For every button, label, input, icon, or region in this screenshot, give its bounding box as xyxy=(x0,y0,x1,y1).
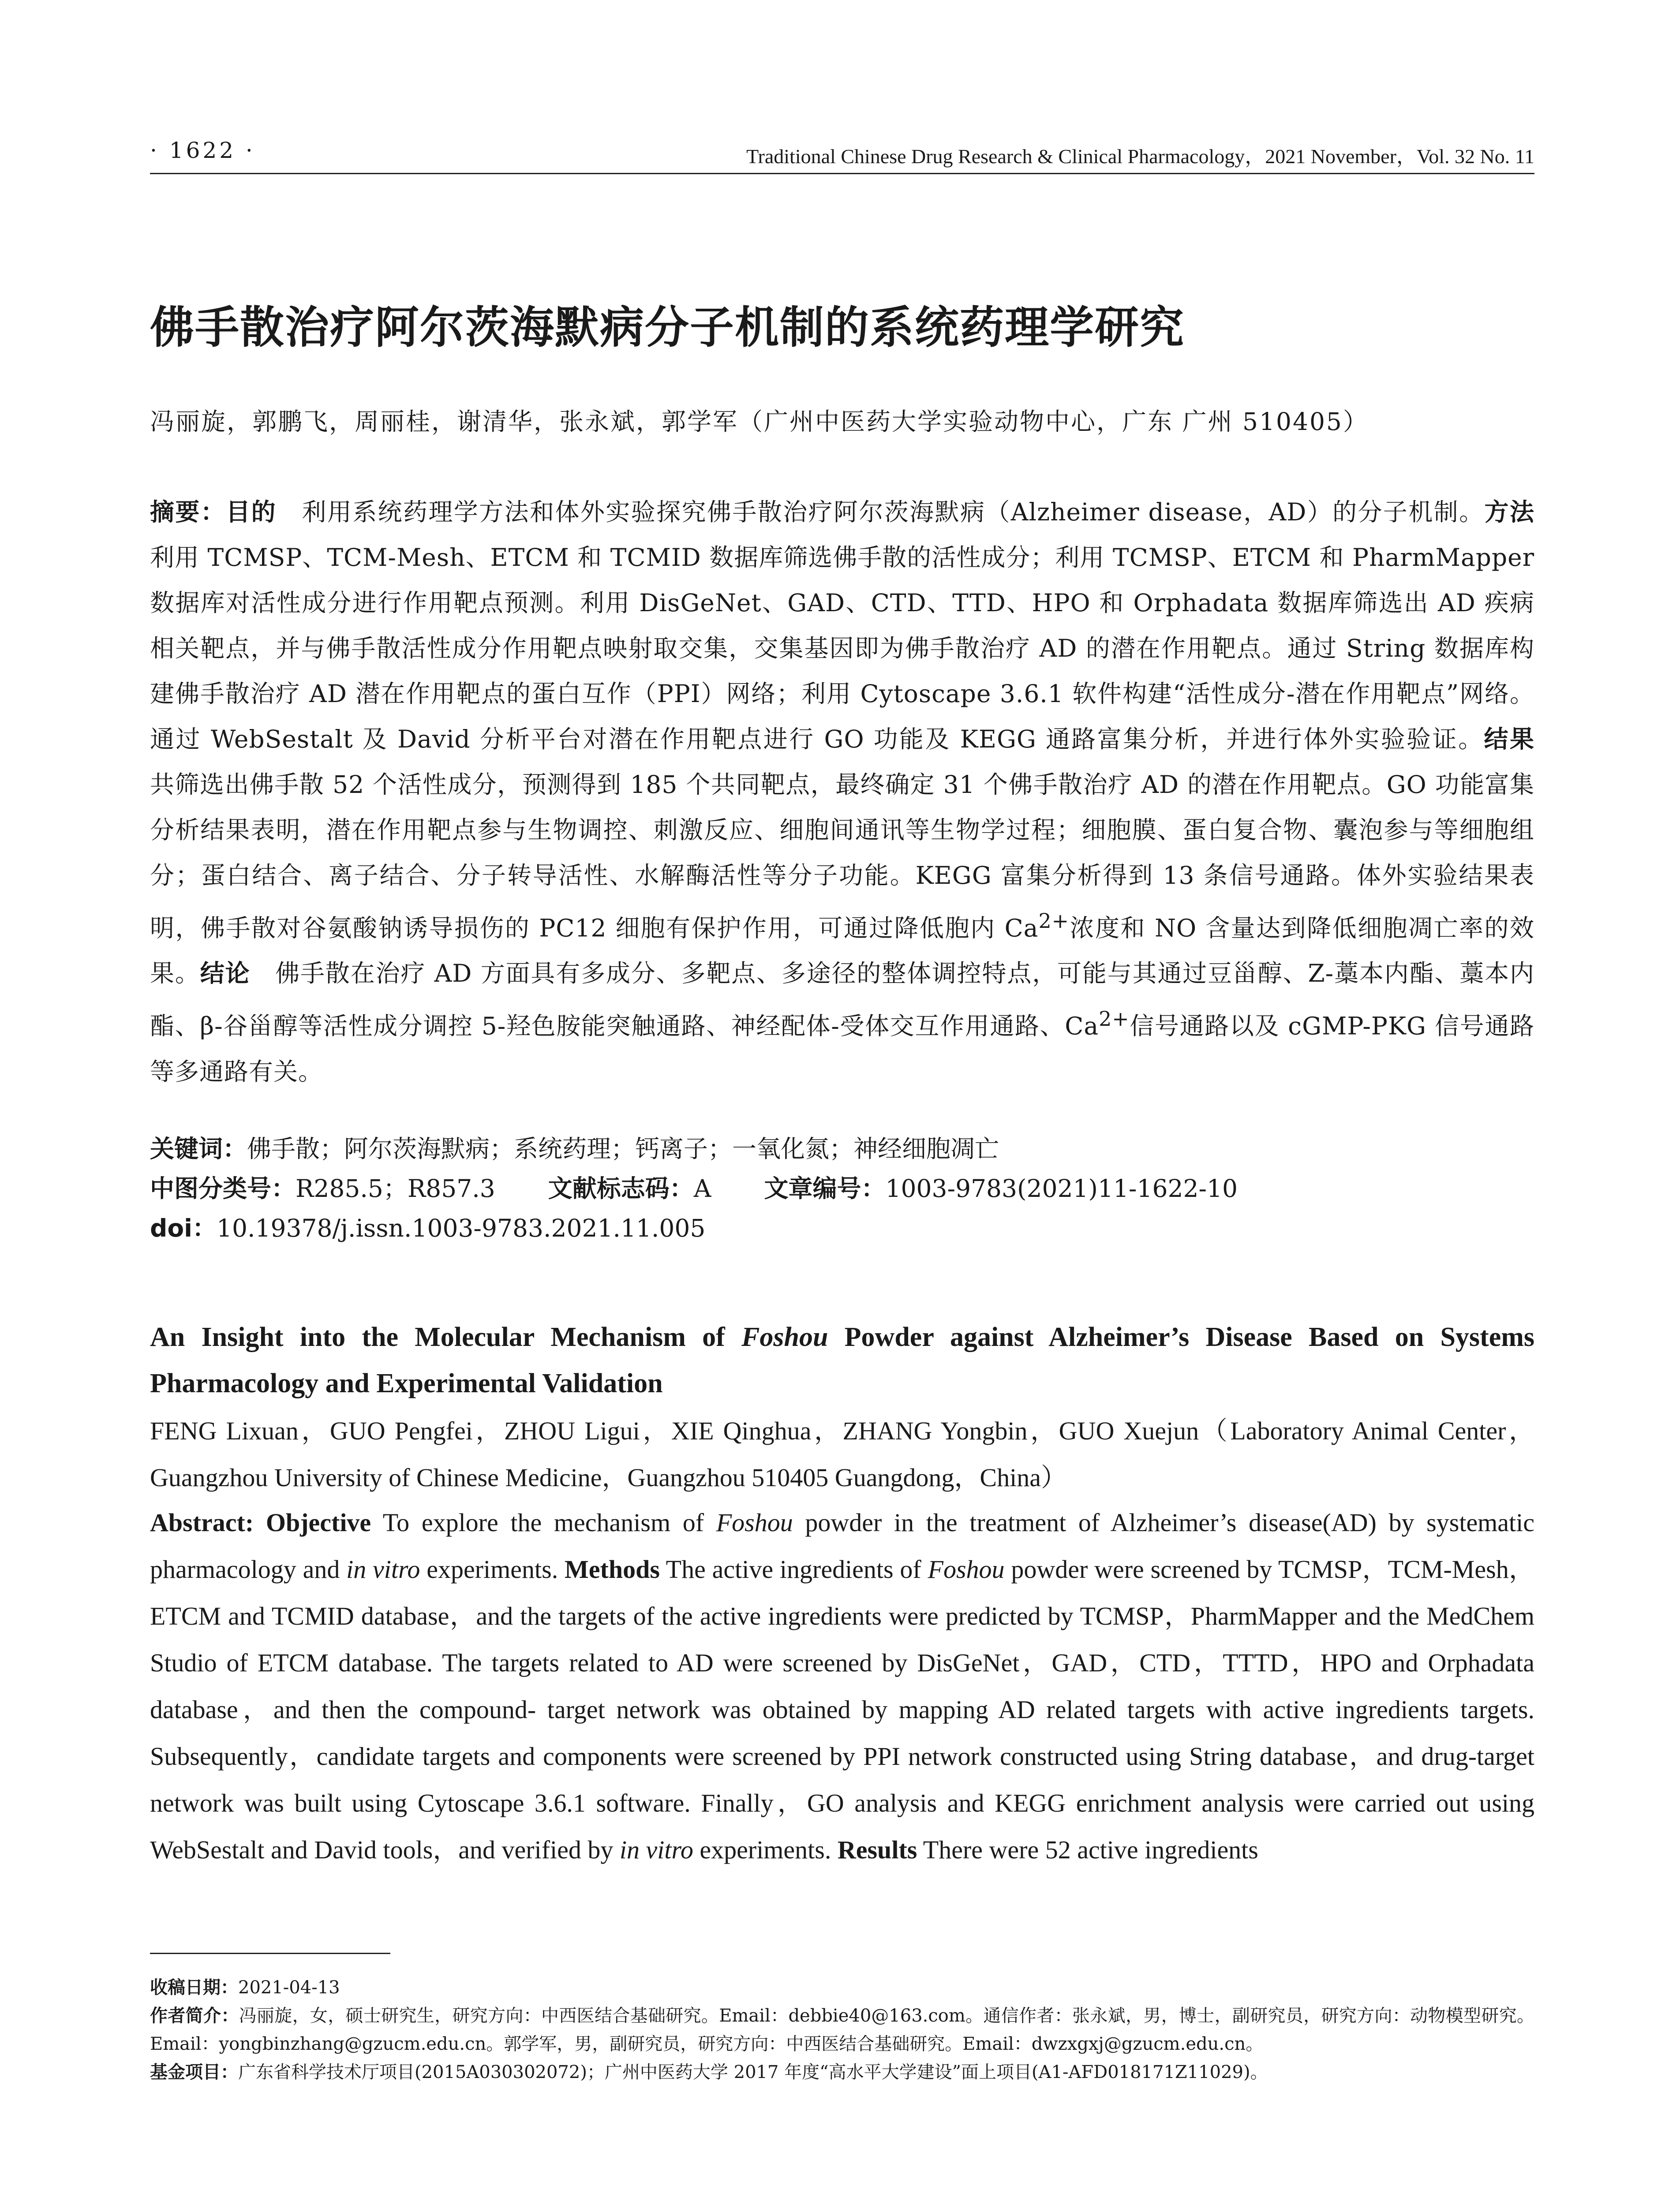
en-results-label: Results xyxy=(837,1835,917,1864)
classification-row xyxy=(150,1169,1534,1208)
objective-label: 目的 xyxy=(226,498,277,526)
conclusion-text: 佛手散在治疗 AD 方面具有多成分、多靶点、多途径的整体调控特点，可能与其通过豆甾醇、Z-藁本内酯、藁本内酯、β-谷甾醇等活性成分调控 5-羟色胺能突触通路、神经配体-受体交互作用通路、Ca xyxy=(150,959,1534,1040)
fund-text: 广东省科学技术厅项目(2015A030302072)；广州中医药大学 2017 年度“高水平大学建设”面上项目(A1-AFD018171Z11029)。 xyxy=(238,2062,1268,2082)
document-code-text: A xyxy=(693,1174,711,1203)
en-objective-text: To explore the mechanism of xyxy=(371,1508,716,1537)
journal-running-header: Traditional Chinese Drug Research & Clinical Pharmacology，2021 November，Vol. 32 No. 11 xyxy=(746,145,1534,168)
english-title-italic: Foshou xyxy=(741,1322,828,1352)
conclusion-text-cont: 信号通路以及 cGMP-PKG 信号通路等多通路有关。 xyxy=(150,1012,1534,1086)
funding xyxy=(150,2058,1534,2086)
keywords-label: 关键词： xyxy=(150,1135,247,1163)
en-results-text: There were 52 active ingredients xyxy=(917,1835,1258,1864)
english-abstract xyxy=(150,1499,1534,1873)
methods-text: 利用 TCMSP、TCM-Mesh、ETCM 和 TCMID 数据库筛选佛手散的活性成分；利用 TCMSP、ETCM 和 PharmMapper 数据库对活性成分进行作用靶点预测。利用 DisGeNet、GAD、CTD、TTD、HPO 和 Orphadata 数据库筛选出 AD 疾病相关靶点，并与佛手散活性成分作用靶点映射取交集，交集基因即为佛手散治疗 AD 的潜在作用靶点。通过 String 数据库构建佛手散治疗 AD 潜在作用靶点的蛋白互作（PPI）网络；利用 Cytoscape 3.6.1 软件构建“活性成分-潜在作用靶点”网络。通过 WebSestalt 及 David 分析平台对潜在作用靶点进行 GO 功能及 KEGG 通路富集分析，并进行体外实验验证。 xyxy=(150,543,1534,753)
en-methods-text-3: experiments. xyxy=(693,1835,838,1864)
article-number-text: 1003-9783(2021)11-1622-10 xyxy=(885,1174,1238,1203)
doi-row xyxy=(150,1208,1534,1248)
chinese-abstract xyxy=(150,490,1534,1095)
en-methods-italic: Foshou xyxy=(928,1555,1005,1584)
bio-label: 作者简介： xyxy=(150,2006,239,2026)
keywords-row xyxy=(150,1129,1534,1169)
header-divider xyxy=(150,173,1534,174)
en-methods-text-2: powder were screened by TCMSP，TCM-Mesh，ETCM and TCMID database，and the targets of the active ingredients were predicted by TCMSP，PharmMapper and the MedChem Studio of ETCM database. The targets related to AD were screened by DisGeNet，GAD，CTD，TTTD，HPO and Orphadata database，and then the compound- target network was obtained by mapping AD related targets with active ingredients targets. Subsequently，candidate targets and components were screened by PPI network constructed using String database，and drug-target network was built using Cytoscape 3.6.1 software. Finally，GO analysis and KEGG enrichment analysis were carried out using WebSestalt and David tools，and verified by xyxy=(150,1555,1534,1864)
footnote-divider xyxy=(150,1953,390,1954)
results-text-cont: 浓度和 NO 含量达到降低细胞凋亡率的效果。 xyxy=(150,914,1534,988)
chinese-authors: 冯丽旋，郭鹏飞，周丽桂，谢清华，张永斌，郭学军（广州中医药大学实验动物中心，广东 广州 510405） xyxy=(150,407,1369,436)
doi-link[interactable]: 10.19378/j.issn.1003-9783.2021.11.005 xyxy=(217,1214,706,1242)
en-methods-italic-2: in vitro xyxy=(619,1835,693,1864)
en-objective-italic: Foshou xyxy=(716,1508,793,1537)
chinese-metadata xyxy=(150,1129,1534,1248)
chinese-title: 佛手散治疗阿尔茨海默病分子机制的系统药理学研究 xyxy=(150,302,1185,353)
fund-label: 基金项目： xyxy=(150,2062,238,2082)
page-number: · 1622 · xyxy=(150,138,255,163)
author-bio xyxy=(150,2002,1534,2058)
received-text: 2021-04-13 xyxy=(238,1977,340,1998)
en-objective-text-3: experiments. xyxy=(420,1555,565,1584)
doi-label: doi： xyxy=(150,1214,217,1242)
calcium-superscript: 2+ xyxy=(1038,909,1070,933)
clc-label: 中图分类号： xyxy=(150,1174,296,1203)
en-objective-italic-2: in vitro xyxy=(346,1555,420,1584)
en-methods-text: The active ingredients of xyxy=(659,1555,928,1584)
keywords-text: 佛手散；阿尔茨海默病；系统药理；钙离子；一氧化氮；神经细胞凋亡 xyxy=(247,1135,999,1163)
en-abstract-label: Abstract: xyxy=(150,1508,254,1537)
document-code-label: 文献标志码： xyxy=(548,1174,694,1203)
methods-label: 方法 xyxy=(1484,498,1534,526)
results-text: 共筛选出佛手散 52 个活性成分，预测得到 185 个共同靶点，最终确定 31 个佛手散治疗 AD 的潜在作用靶点。GO 功能富集分析结果表明，潜在作用靶点参与生物调控、刺激反应、细胞间通讯等生物学过程；细胞膜、蛋白复合物、囊泡参与等细胞组分；蛋白结合、离子结合、分子转导活性、水解酶活性等分子功能。KEGG 富集分析得到 13 条信号通路。体外实验结果表明，佛手散对谷氨酸钠诱导损伤的 PC12 细胞有保护作用，可通过降低胞内 Ca xyxy=(150,770,1534,942)
en-objective-text-2: powder in the treatment of Alzheimer’s disease(AD) by systematic pharmacology and xyxy=(150,1508,1535,1584)
conclusion-label: 结论 xyxy=(200,959,251,988)
article-number-label: 文章编号： xyxy=(764,1174,886,1203)
results-label: 结果 xyxy=(1484,725,1534,753)
clc-text: R285.5；R857.3 xyxy=(296,1174,495,1203)
en-methods-label: Methods xyxy=(565,1555,660,1584)
english-authors: FENG Lixuan，GUO Pengfei，ZHOU Ligui，XIE Qinghua，ZHANG Yongbin，GUO Xuejun（Laboratory Animal Center，Guangzhou University of Chinese Medicine，Guangzhou 510405 Guangdong，China） xyxy=(150,1416,1534,1492)
english-title xyxy=(150,1314,1534,1407)
bio-text: 冯丽旋，女，硕士研究生，研究方向：中西医结合基础研究。Email：debbie40@163.com。通信作者：张永斌，男，博士，副研究员，研究方向：动物模型研究。Email：yongbinzhang@gzucm.edu.cn。郭学军，男，副研究员，研究方向：中西医结合基础研究。Email：dwzxgxj@gzucm.edu.cn。 xyxy=(150,2006,1535,2054)
received-date xyxy=(150,1973,1534,2002)
footnotes xyxy=(150,1973,1534,2086)
en-objective-label: Objective xyxy=(266,1508,371,1537)
english-title-part-2: Powder against Alzheimer’s Disease Based on Systems Pharmacology and Experimental Validation xyxy=(150,1322,1534,1398)
objective-text: 利用系统药理学方法和体外实验探究佛手散治疗阿尔茨海默病（Alzheimer disease，AD）的分子机制。 xyxy=(302,498,1485,526)
calcium-superscript-2: 2+ xyxy=(1099,1007,1130,1031)
abstract-label: 摘要： xyxy=(150,498,226,526)
received-label: 收稿日期： xyxy=(150,1977,238,1998)
english-title-part: An Insight into the Molecular Mechanism of xyxy=(150,1322,741,1352)
